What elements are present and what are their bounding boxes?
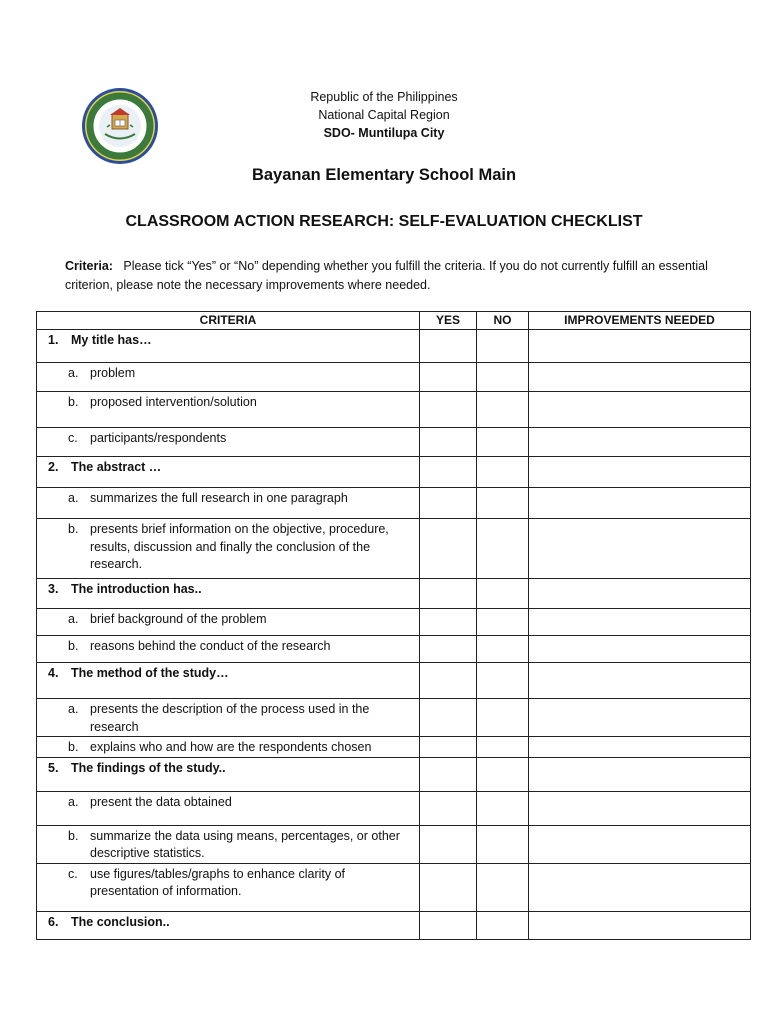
no-checkbox-cell[interactable] xyxy=(477,791,529,825)
criteria-cell xyxy=(37,636,420,663)
no-checkbox-cell[interactable] xyxy=(477,699,529,737)
criteria-text: brief background of the problem xyxy=(90,612,267,626)
criteria-cell xyxy=(37,663,420,699)
yes-checkbox-cell[interactable] xyxy=(420,863,477,911)
improvements-cell[interactable] xyxy=(529,428,751,457)
improvements-cell[interactable] xyxy=(529,863,751,911)
header-line-republic: Republic of the Philippines xyxy=(310,90,458,104)
improvements-cell[interactable] xyxy=(529,699,751,737)
criteria-text: proposed intervention/solution xyxy=(90,395,257,409)
yes-checkbox-cell[interactable] xyxy=(420,663,477,699)
yes-checkbox-cell[interactable] xyxy=(420,636,477,663)
table-row xyxy=(37,757,751,791)
criteria-cell xyxy=(37,911,420,939)
yes-checkbox-cell[interactable] xyxy=(420,392,477,428)
school-name: Bayanan Elementary School Main xyxy=(251,166,517,184)
yes-checkbox-cell[interactable] xyxy=(420,519,477,579)
criteria-text: summarize the data using means, percentages, or other descriptive statistics. xyxy=(90,828,400,860)
criteria-number: 4. xyxy=(48,666,59,680)
no-checkbox-cell[interactable] xyxy=(477,457,529,488)
criteria-number: 2. xyxy=(48,460,59,474)
improvements-cell[interactable] xyxy=(529,636,751,663)
no-checkbox-cell[interactable] xyxy=(477,863,529,911)
header-no: NO xyxy=(477,312,529,330)
no-checkbox-cell[interactable] xyxy=(477,392,529,428)
table-row xyxy=(37,488,751,519)
criteria-cell xyxy=(37,519,420,579)
improvements-cell[interactable] xyxy=(529,579,751,609)
criteria-number: 6. xyxy=(48,914,59,929)
improvements-cell[interactable] xyxy=(529,488,751,519)
improvements-cell[interactable] xyxy=(529,737,751,758)
header-line-division: SDO- Muntilupa City xyxy=(323,126,445,140)
table-header-row xyxy=(37,312,751,330)
table-row xyxy=(37,737,751,758)
criteria-text: My title has… xyxy=(71,333,152,347)
yes-checkbox-cell[interactable] xyxy=(420,757,477,791)
yes-checkbox-cell[interactable] xyxy=(420,825,477,863)
checklist-table xyxy=(36,311,751,940)
improvements-cell[interactable] xyxy=(529,911,751,939)
table-row xyxy=(37,663,751,699)
table-row xyxy=(37,911,751,939)
criteria-text: The abstract … xyxy=(71,460,162,474)
criteria-cell xyxy=(37,609,420,636)
yes-checkbox-cell[interactable] xyxy=(420,428,477,457)
header-criteria: CRITERIA xyxy=(37,312,420,330)
yes-checkbox-cell[interactable] xyxy=(420,911,477,939)
criteria-text: reasons behind the conduct of the research xyxy=(90,639,331,653)
table-row xyxy=(37,863,751,911)
criteria-number: b. xyxy=(68,395,79,409)
table-row xyxy=(37,825,751,863)
no-checkbox-cell[interactable] xyxy=(477,579,529,609)
criteria-cell xyxy=(37,363,420,392)
no-checkbox-cell[interactable] xyxy=(477,757,529,791)
no-checkbox-cell[interactable] xyxy=(477,636,529,663)
yes-checkbox-cell[interactable] xyxy=(420,363,477,392)
no-checkbox-cell[interactable] xyxy=(477,825,529,863)
improvements-cell[interactable] xyxy=(529,791,751,825)
criteria-text: The conclusion.. xyxy=(71,914,170,929)
no-checkbox-cell[interactable] xyxy=(477,911,529,939)
improvements-cell[interactable] xyxy=(529,519,751,579)
yes-checkbox-cell[interactable] xyxy=(420,791,477,825)
criteria-cell xyxy=(37,457,420,488)
improvements-cell[interactable] xyxy=(529,663,751,699)
criteria-cell xyxy=(37,579,420,609)
criteria-cell xyxy=(37,488,420,519)
criteria-number: a. xyxy=(68,491,79,505)
table-row xyxy=(37,579,751,609)
header-line-region: National Capital Region xyxy=(318,108,450,122)
criteria-text: The introduction has.. xyxy=(71,582,202,596)
yes-checkbox-cell[interactable] xyxy=(420,699,477,737)
improvements-cell[interactable] xyxy=(529,330,751,363)
table-row xyxy=(37,636,751,663)
criteria-cell xyxy=(37,863,420,911)
criteria-cell xyxy=(37,791,420,825)
improvements-cell[interactable] xyxy=(529,457,751,488)
table-row xyxy=(37,791,751,825)
criteria-cell xyxy=(37,825,420,863)
criteria-number: 1. xyxy=(48,333,59,347)
improvements-cell[interactable] xyxy=(529,757,751,791)
criteria-number: c. xyxy=(68,866,78,881)
criteria-number: b. xyxy=(68,522,79,536)
no-checkbox-cell[interactable] xyxy=(477,428,529,457)
instructions-text: Please tick “Yes” or “No” depending whether you fulfill the criteria. If you do not currently fulfill an essential criterion, please note the necessary improvements where needed. xyxy=(65,259,708,292)
criteria-number: a. xyxy=(68,702,79,716)
criteria-text: present the data obtained xyxy=(90,794,232,809)
criteria-text: participants/respondents xyxy=(90,431,227,445)
improvements-cell[interactable] xyxy=(529,363,751,392)
instructions-label: Criteria: xyxy=(65,259,113,273)
no-checkbox-cell[interactable] xyxy=(477,330,529,363)
improvements-cell[interactable] xyxy=(529,609,751,636)
yes-checkbox-cell[interactable] xyxy=(420,330,477,363)
criteria-number: b. xyxy=(68,828,79,843)
yes-checkbox-cell[interactable] xyxy=(420,579,477,609)
table-row xyxy=(37,392,751,428)
criteria-number: c. xyxy=(68,431,78,445)
yes-checkbox-cell[interactable] xyxy=(420,488,477,519)
criteria-text: explains who and how are the respondents chosen xyxy=(90,740,372,754)
criteria-number: a. xyxy=(68,612,79,626)
criteria-number: b. xyxy=(68,740,79,754)
no-checkbox-cell[interactable] xyxy=(477,737,529,758)
criteria-text: use figures/tables/graphs to enhance clarity of presentation of information. xyxy=(90,866,346,898)
criteria-cell xyxy=(37,699,420,737)
no-checkbox-cell[interactable] xyxy=(477,519,529,579)
criteria-cell xyxy=(37,428,420,457)
criteria-cell xyxy=(37,392,420,428)
criteria-number: a. xyxy=(68,794,79,809)
yes-checkbox-cell[interactable] xyxy=(420,457,477,488)
criteria-number: a. xyxy=(68,366,79,380)
yes-checkbox-cell[interactable] xyxy=(420,609,477,636)
no-checkbox-cell[interactable] xyxy=(477,488,529,519)
criteria-text: presents the description of the process used in the research xyxy=(90,702,370,734)
table-row xyxy=(37,457,751,488)
criteria-number: b. xyxy=(68,639,79,653)
criteria-number: 3. xyxy=(48,582,59,596)
table-row xyxy=(37,330,751,363)
no-checkbox-cell[interactable] xyxy=(477,609,529,636)
criteria-text: presents brief information on the objective, procedure, results, discussion and finally the conclusion of the research. xyxy=(90,522,389,571)
criteria-text: The method of the study… xyxy=(71,666,229,680)
table-row xyxy=(37,699,751,737)
table-row xyxy=(37,519,751,579)
no-checkbox-cell[interactable] xyxy=(477,363,529,392)
header-yes: YES xyxy=(420,312,477,330)
document-title: CLASSROOM ACTION RESEARCH: SELF-EVALUATION CHECKLIST xyxy=(125,213,643,230)
criteria-text: problem xyxy=(90,366,136,380)
improvements-cell[interactable] xyxy=(529,825,751,863)
criteria-number: 5. xyxy=(48,760,59,775)
table-row xyxy=(37,363,751,392)
table-row xyxy=(37,609,751,636)
table-row xyxy=(37,428,751,457)
header-improvements: IMPROVEMENTS NEEDED xyxy=(529,312,751,330)
no-checkbox-cell[interactable] xyxy=(477,663,529,699)
criteria-text: summarizes the full research in one paragraph xyxy=(90,491,348,505)
criteria-cell xyxy=(37,757,420,791)
instructions xyxy=(65,257,725,294)
improvements-cell[interactable] xyxy=(529,392,751,428)
criteria-cell xyxy=(37,330,420,363)
criteria-cell xyxy=(37,737,420,758)
criteria-text: The findings of the study.. xyxy=(71,760,226,775)
yes-checkbox-cell[interactable] xyxy=(420,737,477,758)
